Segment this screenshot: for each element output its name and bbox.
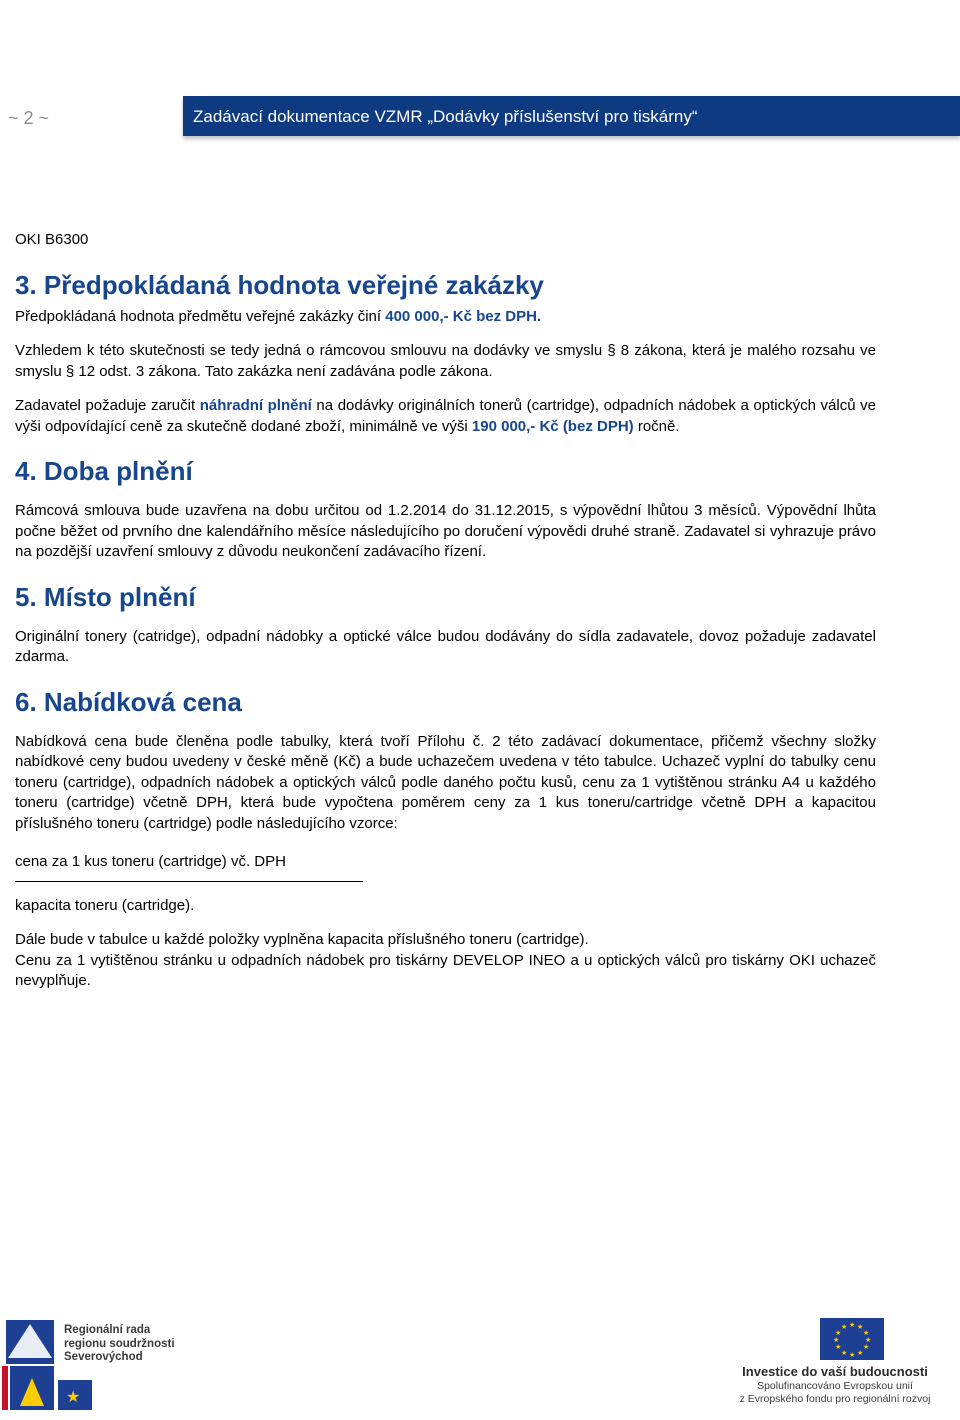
document-title-band: Zadávací dokumentace VZMR „Dodávky příslušenství pro tiskárny“ — [183, 96, 960, 136]
text-run: ročně. — [633, 417, 680, 435]
value-intro: Předpokládaná hodnota předmětu veřejné zakázky činí — [15, 307, 386, 325]
page-number: ~ 2 ~ — [8, 108, 50, 128]
logo-line: regionu soudržnosti — [64, 1337, 175, 1350]
svg-text:★: ★ — [841, 1323, 848, 1331]
svg-text:★: ★ — [865, 1336, 872, 1344]
section-5-heading: 5. Místo plnění — [15, 581, 196, 612]
regional-council-logo — [0, 1318, 175, 1415]
formula-denominator: kapacita toneru (cartridge). — [15, 896, 195, 914]
text-run: Zadavatel požaduje zaručit — [15, 397, 200, 414]
svg-text:★: ★ — [833, 1336, 840, 1344]
substitute-performance: náhradní plnění — [199, 397, 312, 414]
minimum-amount: 190 000,- Kč (bez DPH) — [471, 417, 634, 435]
estimated-value: 400 000,- Kč bez DPH. — [385, 307, 542, 325]
text-run: na dodávky originálních tonerů (cartridge), odpadních nádobek a optických válců ve výši odpovídající ceně za skutečně dodané zboží, minimálně ve výši — [15, 397, 876, 435]
section-6-heading: 6. Nabídková cena — [15, 686, 242, 717]
section-3-heading: 3. Předpokládaná hodnota veřejné zakázky — [15, 269, 544, 300]
logo-line: Regionální rada — [64, 1324, 151, 1336]
section-4-paragraph-1: Rámcová smlouva bude uzavřena na dobu určitou od 1.2.2014 do 31.12.2015, s výpovědní lhůtou 3 měsíců. Výpovědní lhůta počne běžet od prvního dne kalendářního měsíce následujícího po doručení výpovědi druhé straně. Zadavatel si vyhrazuje právo na pozdější uzavření smlouvy z důvodu neukončení zadávacího řízení. — [15, 502, 876, 560]
svg-text:★: ★ — [835, 1343, 842, 1351]
eu-fund-name: z Evropského fondu pro regionální rozvoj — [739, 1392, 931, 1405]
page-header — [0, 96, 960, 140]
svg-text:★: ★ — [835, 1329, 842, 1337]
svg-text:★: ★ — [841, 1349, 848, 1357]
section-6-paragraph-1: Nabídková cena bude členěna podle tabulky, která tvoří Přílohu č. 2 této zadávací dokumentace, přičemž všechny složky nabídkové ceny budou uvedeny v české měně (Kč) a bude uchazečem uvedena v této tabulce. Uchazeč vyplní do tabulky cenu toneru (cartridge), odpadních nádobek a optických válců podle daného počtu kusů, cenu za 1 vytištěnou stránku A4 u každého toneru (cartridge) včetně DPH, která bude vypočtena poměrem ceny za 1 kus toneru/cartridge včetně DPH a kapacitou příslušného toneru (cartridge) podle následujícího vzorce: — [15, 732, 876, 832]
regional-council-name — [64, 1324, 175, 1365]
formula-numerator: cena za 1 kus toneru (cartridge) vč. DPH — [15, 853, 286, 870]
svg-text:★: ★ — [849, 1351, 856, 1359]
svg-text:★: ★ — [66, 1389, 81, 1406]
svg-text:★: ★ — [863, 1343, 870, 1351]
eu-slogan: Investice do vaší budoucnosti — [742, 1364, 928, 1379]
formula-fraction-line — [15, 881, 363, 882]
section-6-paragraph-2: Dále bude v tabulce u každé položky vyplněna kapacita příslušného toneru (cartridge). — [15, 931, 589, 948]
svg-text:★: ★ — [863, 1329, 870, 1337]
section-3-paragraph-1 — [15, 307, 876, 328]
section-5-paragraph-1: Originální tonery (catridge), odpadní nádobky a optické válce budou dodávány do sídla zadavatele, dovoz požaduje zadavatel zdarma. — [15, 627, 876, 665]
logo-line: Severovýchod — [64, 1351, 143, 1363]
printer-model: OKI B6300 — [15, 231, 89, 248]
svg-text:★: ★ — [849, 1321, 856, 1329]
section-6-paragraph-3: Cenu za 1 vytištěnou stránku u odpadních nádobek pro tiskárny DEVELOP INEO a u optických válců pro tiskárny OKI uchazeč nevyplňuje. — [15, 951, 876, 989]
eu-funding-logo — [676, 1318, 960, 1415]
svg-text:★: ★ — [857, 1349, 864, 1357]
section-3-paragraph-3 — [15, 396, 876, 437]
section-4-heading: 4. Doba plnění — [15, 456, 193, 486]
eu-funding-text — [710, 1364, 960, 1405]
section-3-paragraph-2: Vzhledem k této skutečnosti se tedy jedná o rámcovou smlouvu na dodávky ve smyslu § 8 zákona, která je malého rozsahu ve smyslu § 12 odst. 3 zákona. Tato zakázka není zadávána podle zákona. — [15, 342, 876, 380]
svg-text:★: ★ — [857, 1323, 864, 1331]
document-body — [15, 230, 876, 992]
eu-cofinanced: Spolufinancováno Evropskou unií — [757, 1380, 913, 1392]
